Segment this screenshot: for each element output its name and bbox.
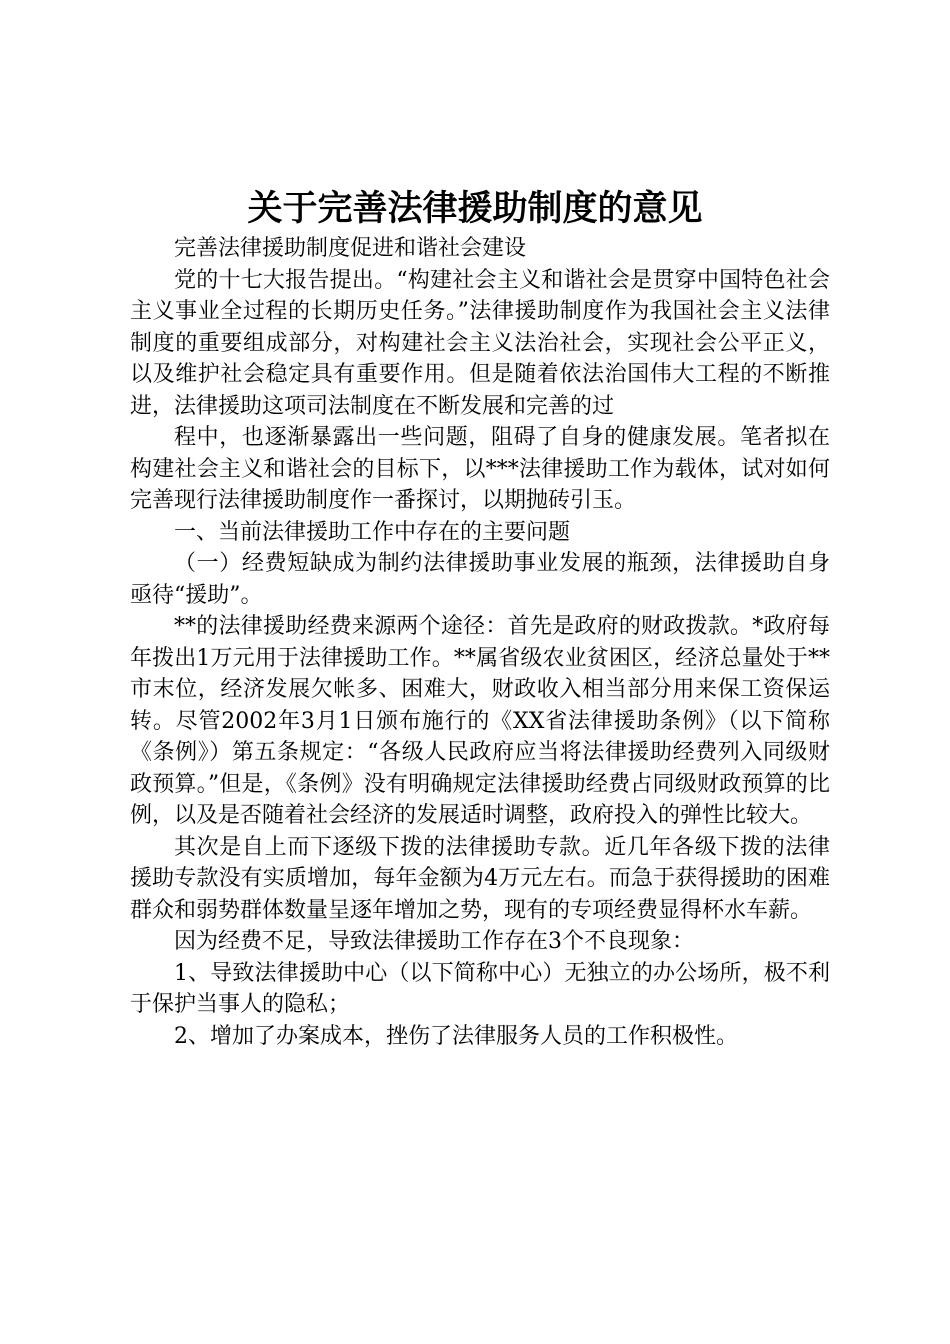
paragraph: 其次是自上而下逐级下拨的法律援助专款。近几年各级下拨的法律援助专款没有实质增加，每年金额为4万元左右。而急于获得援助的困难群众和弱势群体数量呈逐年增加之势，现有的专项经费显得杯水车薪。 <box>130 834 830 923</box>
paragraph: 程中，也逐渐暴露出一些问题，阻碍了自身的健康发展。笔者拟在构建社会主义和谐社会的目标下，以***法律援助工作为载体，试对如何完善现行法律援助制度作一番探讨，以期抛砖引玉。 <box>130 425 830 513</box>
subsection-heading: （一）经费短缺成为制约法律援助事业发展的瓶颈，法律援助自身亟待“援助”。 <box>130 551 830 608</box>
document-title: 关于完善法律援助制度的意见 <box>247 189 703 229</box>
paragraph: **的法律援助经费来源两个途径：首先是政府的财政拨款。*政府每年拨出1万元用于法律援助工作。**属省级农业贫困区，经济总量处于**市末位，经济发展欠帐多、困难大，财政收入相当部分用来保工资保运转。尽管2002年3月1日颁布施行的《XX省法律援助条例》（以下简称《条例》）第五条规定：“各级人民政府应当将法律援助经费列入同级财政预算。”但是，《条例》没有明确规定法律援助经费占同级财政预算的比例，以及是否随着社会经济的发展适时调整，政府投入的弹性比较大。 <box>130 614 830 828</box>
section-heading: 一、当前法律援助工作中存在的主要问题 <box>174 519 571 545</box>
paragraph: 因为经费不足，导致法律援助工作存在3个不良现象： <box>174 929 694 954</box>
list-item: 1、导致法律援助中心（以下简称中心）无独立的办公场所，极不利于保护当事人的隐私； <box>130 960 830 1017</box>
document-body <box>130 233 830 1052</box>
list-item: 2、增加了办案成本，挫伤了法律服务人员的工作积极性。 <box>174 1023 738 1049</box>
paragraph-subtitle: 完善法律援助制度促进和谐社会建设 <box>174 236 527 261</box>
paragraph: 党的十七大报告提出。“构建社会主义和谐社会是贯穿中国特色社会主义事业全过程的长期历史任务。”法律援助制度作为我国社会主义法律制度的重要组成部分，对构建社会主义法治社会，实现社会公平正义，以及维护社会稳定具有重要作用。但是随着依法治国伟大工程的不断推进，法律援助这项司法制度在不断发展和完善的过 <box>130 267 830 419</box>
